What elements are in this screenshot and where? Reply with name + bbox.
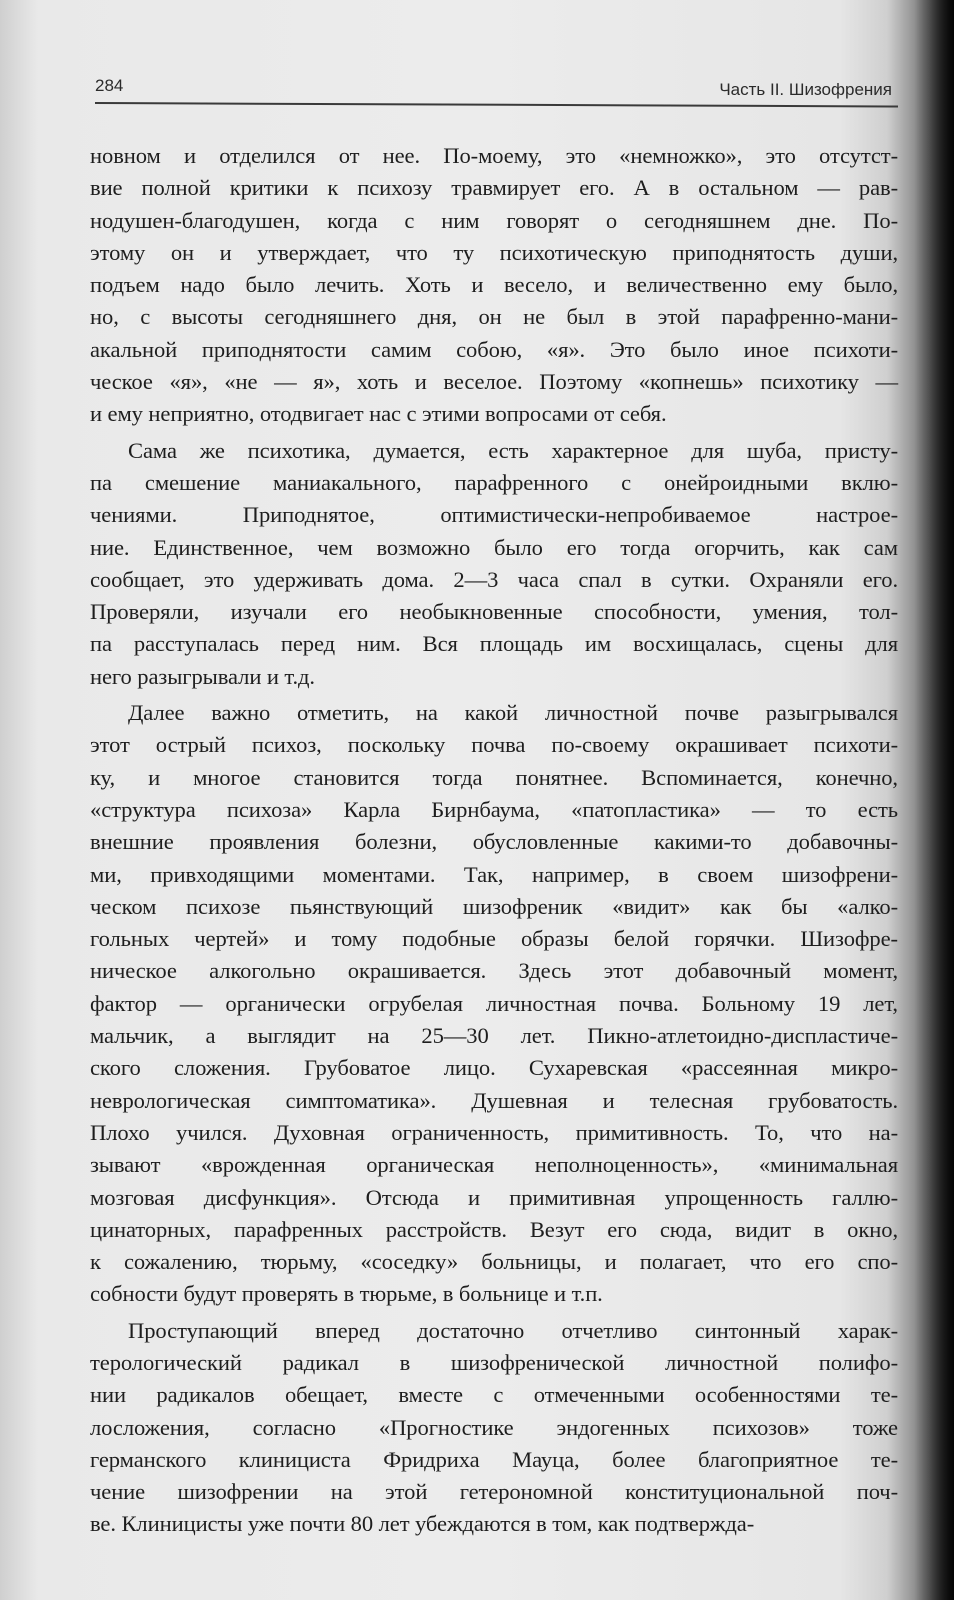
text-line: внешние проявления болезни, обусловленные какими-то добавочны- — [90, 829, 898, 855]
paragraph — [90, 435, 898, 693]
text-line: сообщает, это удерживать дома. 2—3 часа спал в сутки. Охраняли его. — [90, 566, 898, 592]
paragraph — [90, 1315, 898, 1541]
text-line: собности будут проверять в тюрьме, в больнице и т.п. — [90, 1281, 603, 1307]
text-line: германского клинициста Фридриха Мауца, более благоприятное те- — [90, 1446, 898, 1472]
text-line: ческом психозе пьянствующий шизофреник «видит» как бы «алко- — [90, 893, 898, 919]
text-line: акальной приподнятости самим собою, «я». Это было иное психоти- — [90, 336, 898, 362]
text-line: Далее важно отметить, на какой личностной почве разыгрывался — [128, 700, 898, 726]
text-line: па расступалась перед ним. Вся площадь им восхищалась, сцены для — [90, 631, 898, 657]
text-line: ского сложения. Грубоватое лицо. Сухаревская «рассеянная микро- — [90, 1055, 898, 1081]
text-line: гольных чертей» и тому подобные образы белой горячки. Шизофре- — [90, 926, 898, 952]
body-text — [90, 140, 898, 1541]
text-line: нодушен-благодушен, когда с ним говорят о сегодняшнем дне. По- — [90, 207, 898, 233]
text-line: чение шизофрении на этой гетерономной конституциональной поч- — [90, 1479, 898, 1505]
text-line: ческое «я», «не — я», хоть и веселое. Поэтому «копнешь» психотику — — [90, 369, 898, 395]
text-line: чениями. Приподнятое, оптимистически-непробиваемое настрое- — [90, 502, 898, 528]
text-line: него разыгрывали и т.д. — [90, 663, 315, 689]
text-line: ве. Клиницисты уже почти 80 лет убеждаются в том, как подтвержда- — [90, 1511, 755, 1537]
text-line: к сожалению, тюрьму, «соседку» больницы, и полагает, что его спо- — [90, 1249, 898, 1275]
text-line: ку, и многое становится тогда понятнее. Вспоминается, конечно, — [90, 764, 898, 790]
text-line: Проступающий вперед достаточно отчетливо синтонный харак- — [128, 1317, 898, 1343]
text-line: мальчик, а выглядит на 25—30 лет. Пикно-атлетоидно-диспластиче- — [90, 1023, 898, 1049]
running-head — [95, 74, 898, 102]
text-line: терологический радикал в шизофренической личностной полифо- — [90, 1349, 898, 1375]
text-line: фактор — органически огрубелая личностная почва. Больному 19 лет, — [90, 990, 898, 1016]
text-line: зывают «врожденная органическая неполноценность», «минимальная — [90, 1152, 898, 1178]
text-line: Плохо учился. Духовная ограниченность, примитивность. То, что на- — [90, 1119, 898, 1145]
header-rule — [95, 102, 898, 108]
section-title: Часть II. Шизофрения — [719, 80, 892, 99]
text-line: ническое алкогольно окрашивается. Здесь этот добавочный момент, — [90, 958, 898, 984]
paragraph — [90, 140, 898, 431]
text-line: неврологическая симптоматика». Душевная и телесная грубоватость. — [90, 1087, 898, 1113]
text-line: цинаторных, парафренных расстройств. Везут его сюда, видит в окно, — [90, 1216, 898, 1242]
page-number: 284 — [95, 76, 124, 95]
paragraph — [90, 697, 898, 1311]
binding-shadow — [914, 0, 954, 1600]
text-line: новном и отделился от нее. По-моему, это «немножко», это отсутст- — [90, 143, 898, 168]
text-line: и ему неприятно, отодвигает нас с этими вопросами от себя. — [90, 401, 667, 427]
text-line: па смешение маниакального, парафренного с онейроидными вклю- — [90, 469, 898, 495]
text-line: нии радикалов обещает, вместе с отмеченными особенностями те- — [90, 1382, 898, 1408]
text-line: этому он и утверждает, что ту психотическую приподнятость души, — [90, 239, 898, 265]
text-line: но, с высоты сегодняшнего дня, он не был в этой парафренно-мани- — [90, 304, 898, 330]
text-line: ми, привходящими моментами. Так, например, в своем шизофрени- — [90, 861, 898, 887]
text-line: этот острый психоз, поскольку почва по-своему окрашивает психоти- — [90, 732, 898, 758]
text-line: Сама же психотика, думается, есть характерное для шуба, присту- — [128, 437, 898, 463]
text-line: мозговая дисфункция». Отсюда и примитивная упрощенность галлю- — [90, 1184, 898, 1210]
text-line: ние. Единственное, чем возможно было его тогда огорчить, как сам — [90, 534, 898, 560]
text-line: лосложения, согласно «Прогностике эндогенных психозов» тоже — [90, 1414, 898, 1440]
text-line: вие полной критики к психозу травмирует его. А в остальном — рав- — [90, 175, 898, 201]
text-line: Проверяли, изучали его необыкновенные способности, умения, тол- — [90, 599, 898, 625]
text-line: «структура психоза» Карла Бирнбаума, «патопластика» — то есть — [90, 796, 898, 822]
text-line: подъем надо было лечить. Хоть и весело, и величественно ему было, — [90, 272, 898, 298]
